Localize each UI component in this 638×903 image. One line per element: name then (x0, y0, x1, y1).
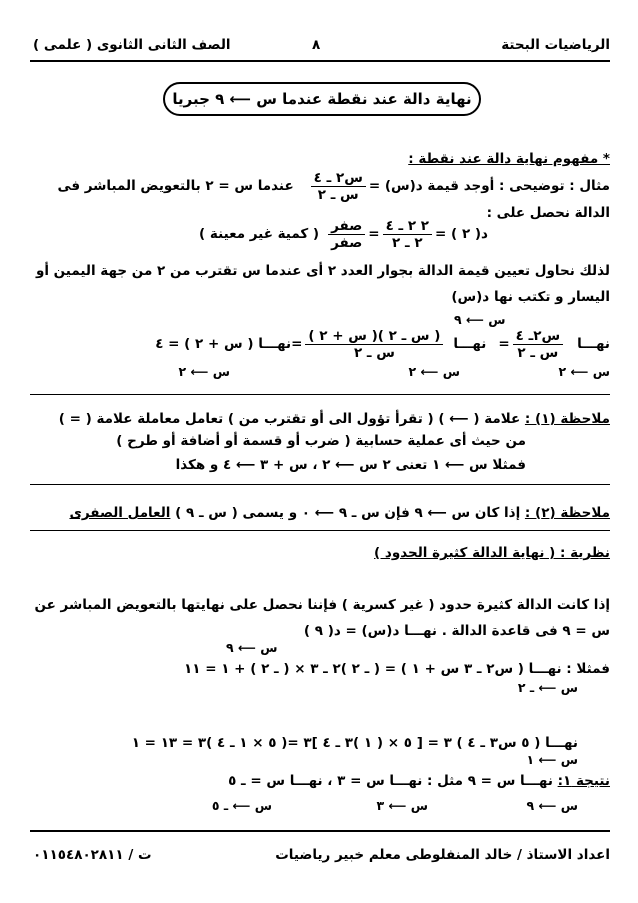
theorem-line2: س = ٩ فى قاعدة الدالة . نهـــا د(س) = د( ٩ ) (303, 623, 610, 639)
example-suffix: عندما س = ٢ بالتعويض المباشر فى (57, 178, 294, 194)
calc-frac1-den: س ـ ٢ (517, 344, 559, 361)
note1-text: علامة ( ⟵ ) ( تقرأ تؤول الى أو تقترب من ) تعامل معاملة علامة ( = ) (58, 411, 521, 427)
section2-line1: لذلك نحاول تعيين قيمة الدالة بجوار العدد ٢ أى عندما س تقترب من ٢ من جهة اليمين أو (35, 263, 610, 279)
calc-rest: =نهـــا ( س + ٢ ) = ٤ (155, 336, 303, 352)
result-line (228, 772, 610, 790)
result-under1: س ⟵ ٩ (526, 798, 578, 813)
footer-author: اعداد الاستاذ / خالد المنفلوطى معلم خبير رياضيات (275, 847, 610, 863)
note1-line3: فمثلا س ⟵ ١ تعنى ٢ س ⟵ ٢ ، س + ٣ ⟵ ٤ و هكذا (175, 457, 526, 473)
zero-fraction (328, 218, 365, 251)
d2-eq: = (368, 226, 380, 242)
zero-frac-num: صفر (328, 218, 365, 235)
calc-eq1: = (498, 336, 510, 352)
theorem-example1-under: س ⟵ ـ ٢ (517, 680, 578, 695)
divider-3 (30, 530, 610, 531)
note2-term: العامل الصفرى (69, 505, 171, 521)
example-frac-num: س٢ ـ ٤ (311, 170, 366, 187)
example-fraction (311, 170, 366, 203)
note2-line (69, 504, 610, 522)
divider-2 (30, 484, 610, 485)
note2-label: ملاحظة (٢) : (524, 505, 610, 521)
header-page-number: ٨ (312, 37, 321, 53)
note1-line1 (59, 410, 610, 428)
section1-heading: * مفهوم نهاية دالة عند نقطة : (408, 151, 610, 167)
theorem-line1: إذا كانت الدالة كثيرة حدود ( غير كسرية ) فإننا نحصل على نهايتها بالتعويض المباشر عن (34, 597, 610, 613)
header-divider (30, 60, 610, 62)
page-title: نهاية دالة عند نقطة عندما س ⟵ ٩ جبريا (172, 90, 472, 108)
section2-line2: اليسار و تكتب نها د(س) (451, 289, 610, 305)
example-line2: الدالة نحصل على : (486, 205, 610, 221)
under-nha: س ⟵ ٩ (454, 312, 506, 327)
theorem-example2-under: س ⟵ ١ (526, 752, 578, 767)
d2-frac-num: ٢ ٢ ـ ٤ (383, 218, 432, 235)
example-line (58, 168, 610, 204)
note2-text: إذا كان س ⟵ ٩ فإن س ـ ٩ ⟵ ٠ و يسمى ( س ـ ٩ ) (175, 505, 521, 521)
calc-fraction2 (305, 328, 443, 361)
calc-under1: س ⟵ ٢ (558, 364, 610, 379)
theorem-example2: نهـــا ( ٥ س٣ ـ ٤ ) ٣ = [ ٥ × ( ١ )٣ ـ ٤ ]٣ =( ٥ × ١ ـ ٤ )٣ = ١٣ = ١ (131, 735, 578, 751)
header-grade: الصف الثانى الثانوى ( علمى ) (33, 37, 231, 53)
d2-frac-den: ٢ ـ ٢ (392, 234, 423, 251)
footer-divider (30, 830, 610, 832)
result-under3: س ⟵ ـ ٥ (211, 798, 272, 813)
theorem-example1: فمثلا : نهـــا ( س٢ ـ ٣ س + ١ ) = ( ـ ٢ )٢ ـ ٣ × ( ـ ٢ ) + ١ = ١١ (184, 661, 610, 677)
divider-1 (30, 394, 610, 395)
note1-label: ملاحظة (١) : (524, 411, 610, 427)
example-frac-den: س ـ ٢ (317, 186, 359, 203)
note1-line2: من حيث أى عملية حسابية ( ضرب أو قسمة أو أضافة أو طرح ) (116, 433, 526, 449)
theorem-heading: نظرية : ( نهاية الدالة كثيرة الحدود ) (374, 545, 610, 561)
d2-left: د( ٢ ) = (435, 226, 488, 242)
zero-frac-den: صفر (331, 234, 363, 251)
calc-nha1: نهـــا (577, 336, 610, 352)
d2-note: ( كمية غير معينة ) (199, 226, 320, 242)
calc-under2: س ⟵ ٢ (408, 364, 460, 379)
calc-nha2: نهـــا (453, 336, 487, 352)
theorem-line2-under: س ⟵ ٩ (226, 640, 278, 655)
calc-fraction1 (513, 328, 563, 361)
result-text: نهـــا س = ٩ مثل : نهـــا س = ٣ ، نهـــا س = ـ ٥ (228, 773, 553, 789)
calc-frac2-den: س ـ ٢ (353, 344, 395, 361)
header-subject: الرياضيات البحتة (501, 37, 610, 53)
result-under2: س ⟵ ٣ (376, 798, 428, 813)
example-prefix: مثال : توضيحى : أوجد قيمة د(س) = (368, 178, 610, 194)
d2-fraction (383, 218, 432, 251)
title-box (163, 82, 481, 116)
calc-under3: س ⟵ ٢ (178, 364, 230, 379)
calc-line (155, 326, 610, 362)
calc-frac2-num: ( س ـ ٢ )( س + ٢ ) (305, 328, 443, 345)
footer-phone: ت / ٠١١٥٤٨٠٢٨١١ (33, 847, 152, 863)
calc-frac1-num: س٢ـ ٤ (513, 328, 563, 345)
d2-line (199, 216, 488, 252)
result-label: نتيجة ١: (557, 773, 610, 789)
